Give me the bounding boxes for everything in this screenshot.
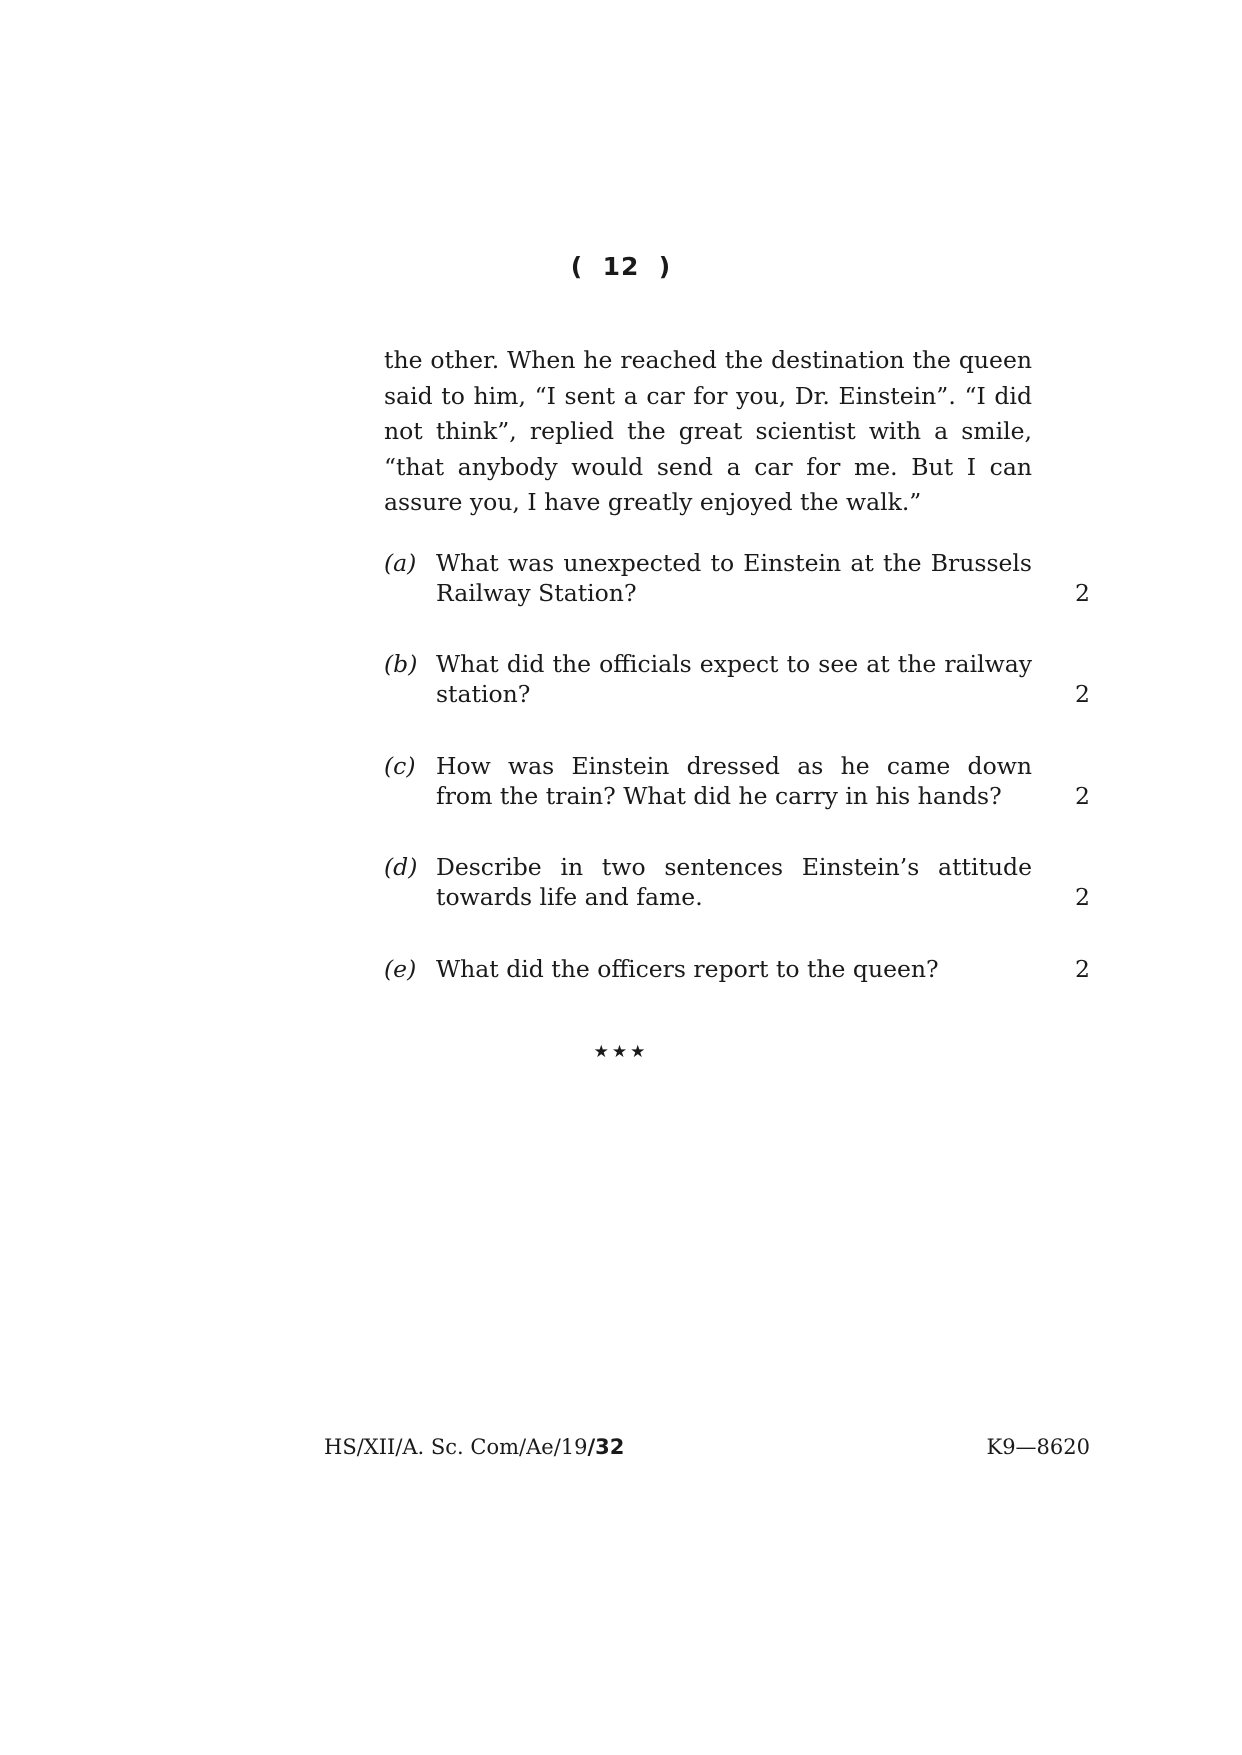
question-line-2: from the train? What did he carry in his hands? <box>436 782 1002 810</box>
page-number: ( 12 ) <box>570 252 672 281</box>
footer-code-prefix: HS/XII/A. Sc. Com/Ae/19 <box>324 1435 588 1459</box>
question-e <box>384 954 1090 984</box>
question-marks: 2 <box>1075 680 1090 708</box>
question-line-1: What did the officials expect to see at the railway <box>436 650 1032 678</box>
question-c <box>384 751 1090 811</box>
question-d <box>384 852 1090 912</box>
question-a <box>384 548 1090 608</box>
question-line-1: Describe in two sentences Einstein’s attitude <box>436 853 1032 881</box>
question-text <box>436 954 1032 984</box>
question-line-2: station? <box>436 680 531 708</box>
passage-text: the other. When he reached the destination the queen said to him, “I sent a car for you, Dr. Einstein”. “I did not think”, replied the great scientist with a smile, “that anybody would send a car for me. But I can assure you, I have greatly enjoyed the walk.” <box>384 346 1032 516</box>
end-stars-separator: ★★★ <box>593 1042 649 1062</box>
question-text <box>436 548 1032 608</box>
question-letter: (b) <box>384 650 418 678</box>
question-line-1: What did the officers report to the queen? <box>436 955 939 983</box>
question-marks: 2 <box>1075 579 1090 607</box>
question-line-1: How was Einstein dressed as he came down <box>436 752 1032 780</box>
question-marks: 2 <box>1075 782 1090 810</box>
question-marks: 2 <box>1075 955 1090 983</box>
question-line-2: towards life and fame. <box>436 883 703 911</box>
question-letter: (c) <box>384 752 416 780</box>
question-line-1: What was unexpected to Einstein at the Brussels <box>436 549 1032 577</box>
question-letter: (e) <box>384 955 417 983</box>
question-letter: (a) <box>384 549 417 577</box>
question-text <box>436 852 1032 912</box>
question-list <box>384 548 1090 984</box>
question-text <box>436 751 1032 811</box>
footer-serial: K9—8620 <box>986 1435 1090 1459</box>
question-line-2: Railway Station? <box>436 579 637 607</box>
footer-code-suffix: /32 <box>587 1435 625 1459</box>
footer-paper-code <box>324 1435 624 1459</box>
question-marks: 2 <box>1075 883 1090 911</box>
question-letter: (d) <box>384 853 418 881</box>
question-b <box>384 649 1090 709</box>
question-text <box>436 649 1032 709</box>
